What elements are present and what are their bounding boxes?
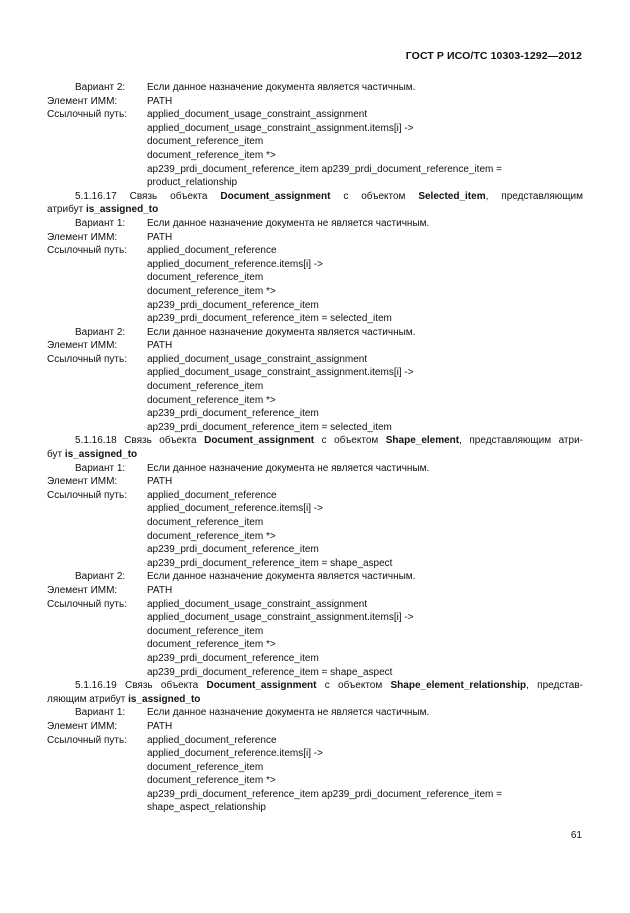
reference-path-row: Ссылочный путь: applied_document_usage_constraint_assignment: [47, 598, 368, 610]
variant-row: Вариант 1: Если данное назначение документа не является частичным.: [75, 217, 430, 229]
element-row: Элемент ИММ: PATH: [47, 476, 173, 488]
section-heading-5-1-16-17: 5.1.16.17 Связь объекта Document_assignment с объектом Selected_item, представляющим: [75, 190, 583, 202]
section-heading-continuation: ляющим атрибут is_assigned_to: [47, 693, 201, 705]
reference-path-line: applied_document_usage_constraint_assignment.items[i] ->: [147, 612, 414, 624]
reference-path-line: document_reference_item *>: [147, 775, 276, 787]
reference-path-line: ap239_prdi_document_reference_item: [147, 299, 319, 311]
reference-path-line: document_reference_item: [147, 272, 264, 284]
page-header: ГОСТ Р ИСО/ТС 10303-1292—2012: [405, 50, 582, 62]
reference-path-line: ap239_prdi_document_reference_item = selected_item: [147, 421, 392, 433]
reference-path-line: document_reference_item: [147, 625, 264, 637]
element-row: Элемент ИММ: PATH: [47, 584, 173, 596]
variant-row: Вариант 1: Если данное назначение документа не является частичным.: [75, 707, 430, 719]
section-heading-5-1-16-18: 5.1.16.18 Связь объекта Document_assignment с объектом Shape_element, представляющим атри-: [75, 435, 583, 447]
section-heading-continuation: атрибут is_assigned_to: [47, 204, 159, 216]
reference-path-line: document_reference_item *>: [147, 149, 276, 161]
reference-path-line: document_reference_item *>: [147, 394, 276, 406]
reference-path-line: document_reference_item: [147, 381, 264, 393]
reference-path-row: Ссылочный путь: applied_document_reference: [47, 245, 277, 257]
reference-path-line: product_relationship: [147, 177, 238, 189]
variant-row: Вариант 2: Если данное назначение документа является частичным.: [75, 571, 416, 583]
element-row: Элемент ИММ: PATH: [47, 340, 173, 352]
reference-path-line: document_reference_item: [147, 136, 264, 148]
reference-path-line: ap239_prdi_document_reference_item = shape_aspect: [147, 666, 393, 678]
page-number: 61: [570, 830, 582, 841]
element-row: Элемент ИММ: PATH: [47, 720, 173, 732]
variant-row: Вариант 2: Если данное назначение документа является частичным.: [75, 326, 416, 338]
reference-path-line: applied_document_reference.items[i] ->: [147, 503, 323, 515]
reference-path-line: applied_document_usage_constraint_assignment.items[i] ->: [147, 367, 414, 379]
reference-path-line: document_reference_item *>: [147, 530, 276, 542]
reference-path-line: ap239_prdi_document_reference_item = selected_item: [147, 313, 392, 325]
element-row: Элемент ИММ: PATH: [47, 231, 173, 243]
reference-path-row: Ссылочный путь: applied_document_usage_constraint_assignment: [47, 109, 368, 121]
reference-path-line: ap239_prdi_document_reference_item: [147, 652, 319, 664]
reference-path-line: ap239_prdi_document_reference_item: [147, 544, 319, 556]
section-heading-continuation: бут is_assigned_to: [47, 449, 138, 461]
reference-path-line: ap239_prdi_document_reference_item: [147, 408, 319, 420]
reference-path-line: ap239_prdi_document_reference_item = shape_aspect: [147, 557, 393, 569]
reference-path-line: ap239_prdi_document_reference_item ap239_prdi_document_reference_item =: [147, 163, 502, 175]
reference-path-line: document_reference_item: [147, 517, 264, 528]
variant-row: Вариант 2: Если данное назначение документа является частичным.: [75, 82, 416, 93]
section-heading-5-1-16-19: 5.1.16.19 Связь объекта Document_assignment с объектом Shape_element_relationship, представ-: [75, 680, 583, 692]
reference-path-line: applied_document_usage_constraint_assignment.items[i] ->: [147, 122, 414, 134]
reference-path-line: shape_aspect_relationship: [147, 802, 266, 814]
variant-row: Вариант 1: Если данное назначение документа не является частичным.: [75, 462, 430, 474]
reference-path-line: applied_document_reference.items[i] ->: [147, 748, 323, 760]
reference-path-line: document_reference_item *>: [147, 639, 276, 651]
reference-path-row: Ссылочный путь: applied_document_reference: [47, 489, 277, 501]
reference-path-row: Ссылочный путь: applied_document_usage_constraint_assignment: [47, 353, 368, 365]
element-row: Элемент ИММ: PATH: [47, 95, 173, 107]
reference-path-row: Ссылочный путь: applied_document_reference: [47, 734, 277, 746]
page-body: [47, 81, 583, 815]
reference-path-line: document_reference_item: [147, 761, 264, 773]
reference-path-line: applied_document_reference.items[i] ->: [147, 258, 323, 270]
reference-path-line: document_reference_item *>: [147, 285, 276, 297]
reference-path-line: ap239_prdi_document_reference_item ap239_prdi_document_reference_item =: [147, 788, 502, 800]
